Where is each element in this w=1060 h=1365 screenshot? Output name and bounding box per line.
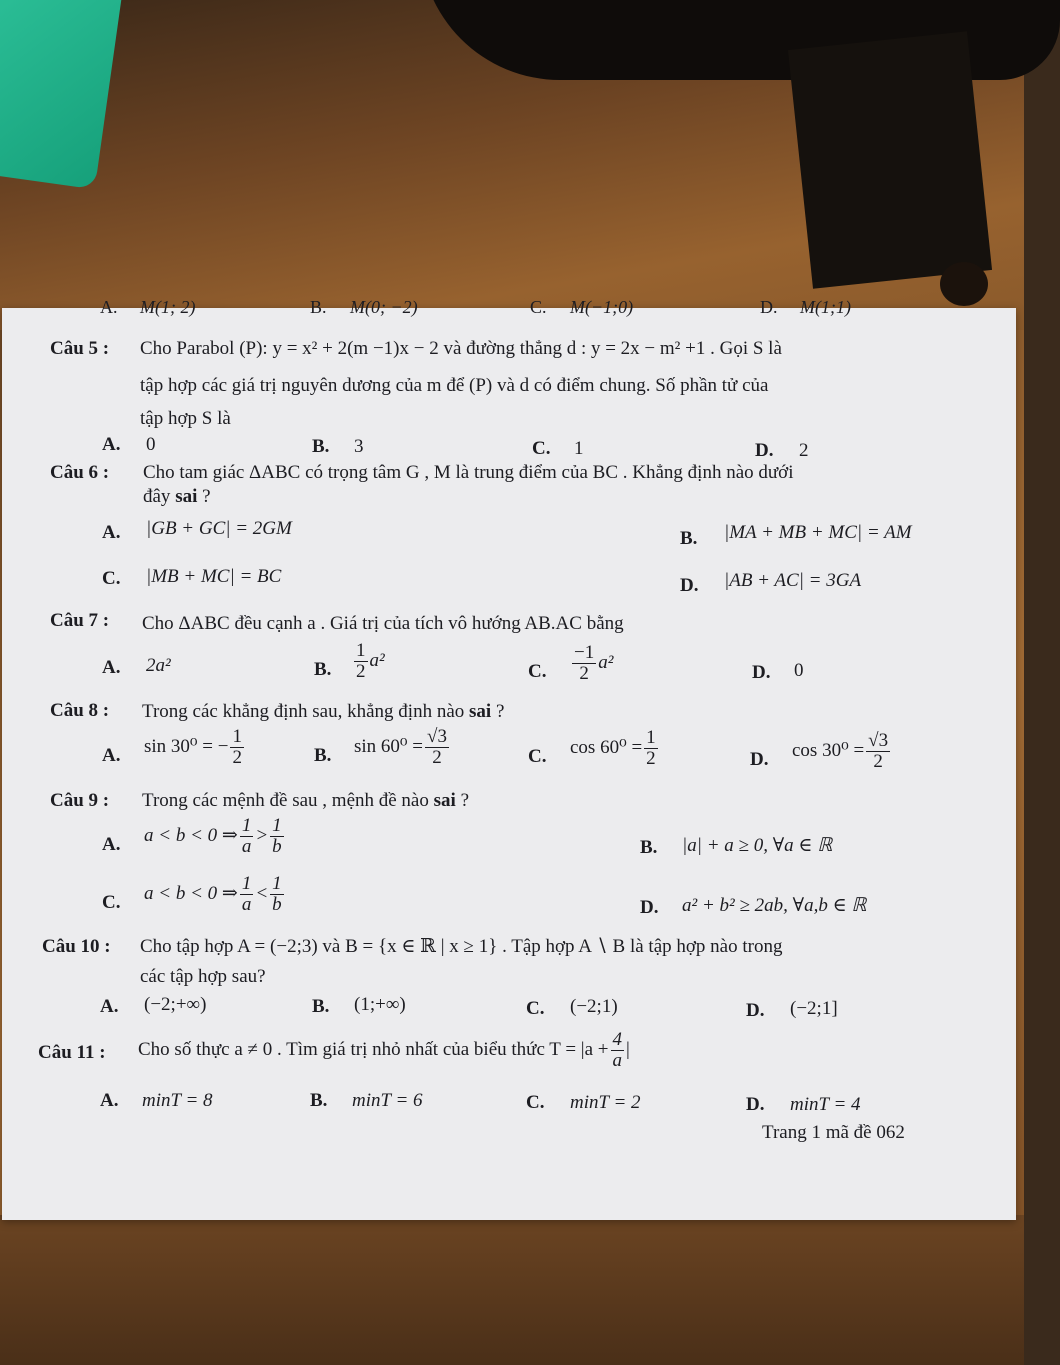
q10-option-a-text: (−2;+∞)	[144, 994, 207, 1015]
q9-a-prefix: a < b < 0 ⇒	[144, 824, 238, 846]
q9-a-operator: >	[255, 824, 269, 846]
q11-option-a-text: minT = 8	[142, 1090, 213, 1111]
q7-option-a-text: 2a²	[146, 655, 171, 676]
q7-c-suffix: a²	[598, 651, 614, 673]
q9-option-a-expr	[144, 816, 286, 857]
q9-line1-end: ?	[460, 790, 469, 811]
q6-option-a-label: A.	[102, 522, 121, 543]
q8-option-d-expr	[792, 731, 892, 772]
q8-c-fraction	[644, 728, 658, 769]
q8-b-denominator: 2	[432, 747, 442, 768]
q10-line2: các tập hợp sau?	[140, 966, 266, 987]
q10-line1: Cho tập hợp A = (−2;3) và B = {x ∈ ℝ | x ≥ 1} . Tập hợp A ∖ B là tập hợp nào trong	[140, 936, 783, 957]
q6-option-d-text: |AB + AC| = 3GA	[724, 570, 862, 591]
q6-option-c-text: |MB + MC| = BC	[146, 566, 282, 587]
q8-d-numerator: √3	[868, 730, 889, 751]
cut-label-c: C.	[530, 297, 547, 317]
q6-number: Câu 6 :	[50, 462, 110, 483]
q9-line1-start: Trong các mệnh đề sau , mệnh đề nào	[142, 790, 429, 811]
cut-text-d: M(1;1)	[800, 297, 851, 317]
q8-d-fraction	[866, 731, 890, 772]
q9-a-numerator-1: 1	[241, 815, 252, 836]
q7-option-b-expr	[352, 641, 385, 682]
q8-c-prefix: cos 60⁰ =	[570, 736, 643, 758]
q9-a-fraction-1	[240, 816, 254, 857]
q8-b-prefix: sin 60⁰ =	[354, 735, 424, 757]
q7-c-numerator: −1	[574, 642, 595, 663]
desk-bottom-area	[0, 1215, 1024, 1365]
q7-option-b-label: B.	[314, 659, 332, 680]
q10-option-d-label: D.	[746, 1000, 765, 1021]
q5-option-a-label: A.	[102, 434, 121, 455]
q11-option-d-text: minT = 4	[790, 1094, 861, 1115]
q11-line1	[138, 1030, 630, 1071]
q10-option-a-label: A.	[100, 996, 119, 1017]
q11-abs-close: |	[626, 1038, 630, 1060]
q6-option-b-label: B.	[680, 528, 698, 549]
q6-line1: Cho tam giác ΔABC có trọng tâm G , M là trung điểm của BC . Khẳng định nào dưới	[143, 462, 794, 483]
cut-label-d: D.	[760, 297, 778, 317]
q8-a-numerator: 1	[232, 726, 242, 747]
q8-line1-start: Trong các khẳng định sau, khẳng định nào	[142, 701, 465, 722]
q9-c-numerator-2: 1	[272, 873, 282, 894]
q9-line1-emphasis: sai	[433, 790, 456, 811]
q11-option-c-text: minT = 2	[570, 1092, 641, 1113]
q11-option-b-text: minT = 6	[352, 1090, 423, 1111]
q7-b-suffix: a²	[369, 649, 385, 671]
q10-number: Câu 10 :	[42, 936, 111, 957]
q6-line2-end: ?	[202, 486, 211, 507]
q8-option-d-label: D.	[750, 749, 769, 770]
q6-line2	[143, 486, 211, 508]
cut-label-b: B.	[310, 297, 327, 317]
q8-line1	[142, 701, 504, 723]
q8-a-prefix: sin 30⁰ = −	[144, 735, 229, 757]
q9-c-denominator-2: b	[272, 894, 282, 915]
q6-line2-emphasis: sai	[175, 486, 198, 507]
q11-fraction	[611, 1030, 625, 1071]
q5-option-b-text: 3	[354, 436, 364, 457]
q8-line1-emphasis: sai	[469, 701, 492, 722]
q9-number: Câu 9 :	[50, 790, 110, 811]
q9-option-b-text: |a| + a ≥ 0, ∀a ∈ ℝ	[682, 835, 833, 856]
q7-b-denominator: 2	[356, 661, 366, 682]
cut-text-c: M(−1;0)	[570, 297, 634, 317]
q9-a-denominator-1: a	[241, 836, 252, 857]
q8-line1-end: ?	[495, 701, 505, 722]
q8-a-denominator: 2	[232, 747, 242, 768]
q8-option-b-expr	[354, 727, 451, 768]
q11-option-c-label: C.	[526, 1092, 545, 1113]
q10-option-b-text: (1;+∞)	[354, 994, 406, 1015]
black-strap	[788, 31, 992, 289]
q9-option-b-label: B.	[640, 837, 658, 858]
q8-b-fraction	[425, 727, 449, 768]
q5-option-a-text: 0	[146, 434, 156, 455]
q7-option-c-label: C.	[528, 661, 547, 682]
q5-option-c-text: 1	[574, 438, 584, 459]
q8-d-prefix: cos 30⁰ =	[792, 739, 865, 761]
q11-option-a-label: A.	[100, 1090, 119, 1111]
q8-option-c-expr	[570, 728, 660, 769]
q6-line2-start: đây	[143, 486, 171, 507]
q5-option-b-label: B.	[312, 436, 330, 457]
q9-option-d-text: a² + b² ≥ 2ab, ∀a,b ∈ ℝ	[682, 895, 867, 916]
q6-option-c-label: C.	[102, 568, 121, 589]
q9-c-fraction-2	[270, 874, 284, 915]
q9-a-fraction-2	[270, 816, 284, 857]
q7-option-a-label: A.	[102, 657, 121, 678]
cut-label-a: A.	[100, 297, 118, 317]
q5-line2: tập hợp các giá trị nguyên dương của m để (P) và d có điểm chung. Số phần tử của	[140, 375, 769, 396]
q6-option-d-label: D.	[680, 575, 699, 596]
q11-option-d-label: D.	[746, 1094, 765, 1115]
q5-number: Câu 5 :	[50, 338, 110, 359]
cut-off-answer-row	[100, 297, 920, 318]
q7-option-c-fraction	[572, 643, 596, 684]
q9-line1	[142, 790, 469, 812]
q11-option-b-label: B.	[310, 1090, 328, 1111]
q8-a-fraction	[230, 727, 244, 768]
q6-option-a-text: |GB + GC| = 2GM	[146, 518, 292, 539]
q7-option-d-text: 0	[794, 660, 804, 681]
q7-option-d-label: D.	[752, 662, 771, 683]
q9-c-prefix: a < b < 0 ⇒	[144, 882, 238, 904]
q11-number: Câu 11 :	[38, 1042, 106, 1063]
q7-line1: Cho ΔABC đều cạnh a . Giá trị của tích vô hướng AB.AC bằng	[142, 613, 624, 634]
q10-option-c-label: C.	[526, 998, 545, 1019]
q8-option-a-label: A.	[102, 745, 121, 766]
q5-option-c-label: C.	[532, 438, 551, 459]
q7-b-numerator: 1	[356, 640, 366, 661]
q10-option-b-label: B.	[312, 996, 330, 1017]
q8-b-numerator: √3	[427, 726, 447, 747]
q7-option-c-expr	[570, 643, 613, 684]
q7-c-denominator: 2	[579, 663, 589, 684]
q11-line1-text: Cho số thực a ≠ 0 . Tìm giá trị nhỏ nhất của biểu thức T = |a +	[138, 1038, 609, 1060]
q11-denominator: a	[612, 1050, 622, 1071]
cut-text-b: M(0; −2)	[350, 297, 418, 317]
q8-d-denominator: 2	[873, 751, 883, 772]
q9-option-c-label: C.	[102, 892, 121, 913]
q9-c-numerator-1: 1	[241, 873, 252, 894]
q8-c-denominator: 2	[646, 748, 656, 769]
q9-option-a-label: A.	[102, 834, 121, 855]
q9-c-denominator-1: a	[241, 894, 252, 915]
desk-hole	[940, 262, 988, 306]
q10-option-d-text: (−2;1]	[790, 998, 838, 1019]
q9-c-operator: <	[255, 882, 269, 904]
q8-option-b-label: B.	[314, 745, 332, 766]
q8-c-numerator: 1	[646, 727, 656, 748]
q9-a-denominator-2: b	[272, 836, 282, 857]
q7-option-b-fraction	[354, 641, 368, 682]
q8-option-c-label: C.	[528, 746, 547, 767]
q8-option-a-expr	[144, 727, 246, 768]
page-footer: Trang 1 mã đề 062	[762, 1122, 905, 1143]
q5-line1: Cho Parabol (P): y = x² + 2(m −1)x − 2 và đường thẳng d : y = 2x − m² +1 . Gọi S là	[140, 338, 782, 359]
q9-c-fraction-1	[240, 874, 254, 915]
q11-numerator: 4	[612, 1029, 622, 1050]
q9-option-c-expr	[144, 874, 286, 915]
q8-number: Câu 8 :	[50, 700, 110, 721]
q5-option-d-text: 2	[799, 440, 809, 461]
q5-line3: tập hợp S là	[140, 408, 231, 429]
q9-a-numerator-2: 1	[272, 815, 282, 836]
q9-option-d-label: D.	[640, 897, 659, 918]
cut-text-a: M(1; 2)	[140, 297, 196, 317]
q10-option-c-text: (−2;1)	[570, 996, 618, 1017]
q6-option-b-text: |MA + MB + MC| = AM	[724, 522, 912, 543]
q7-number: Câu 7 :	[50, 610, 110, 631]
q5-option-d-label: D.	[755, 440, 774, 461]
